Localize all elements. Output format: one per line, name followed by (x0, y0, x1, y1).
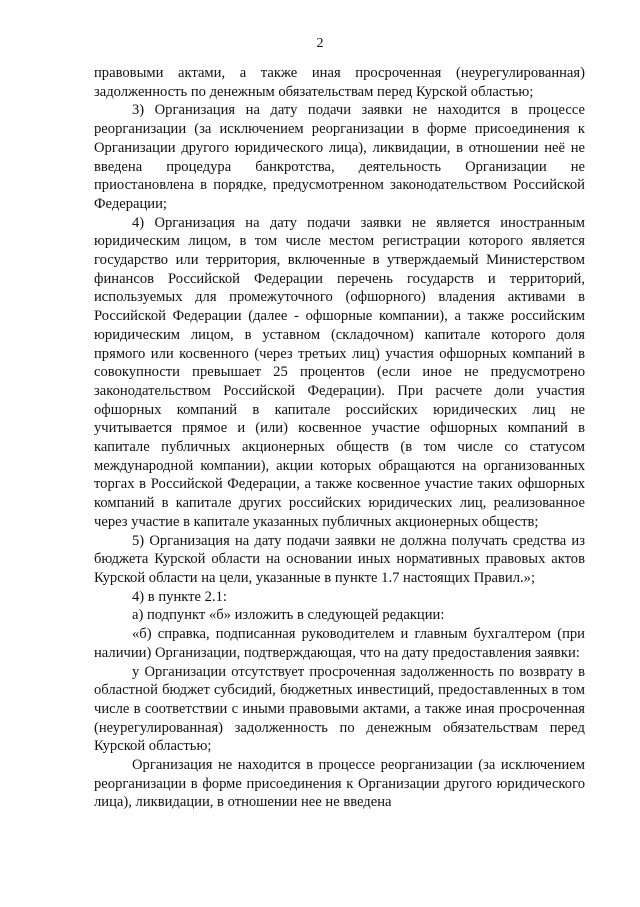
paragraph-item-3: 3) Организация на дату подачи заявки не находится в процессе реорганизации (за исключением реорганизации в форме присоединения к Организации другого юридического лица), ликвидации, в отношении неё не введена процедура банкротства, деятельность Организации не приостановлена в порядке, предусмотренном законодательством Российской Федерации; (94, 102, 585, 212)
document-body (94, 64, 585, 812)
paragraph-point-2-1: 4) в пункте 2.1: (132, 588, 227, 605)
paragraph-continuation: правовыми актами, а также иная просроченная (неурегулированная) задолженность по денежным обязательствам перед Курской областью; (94, 65, 585, 100)
page-number: 2 (316, 36, 324, 51)
paragraph-item-5: 5) Организация на дату подачи заявки не должна получать средства из бюджета Курской области на основании иных нормативных правовых актов Курской области на цели, указанные в пункте 1.7 настоящих Правил.»; (94, 532, 585, 586)
paragraph-debt-condition: у Организации отсутствует просроченная задолженность по возврату в областной бюджет субсидий, бюджетных инвестиций, предоставленных в том числе в соответствии с иными правовыми актами, а также иная просроченная (неурегулированная) задолженность по денежным обязательствам перед Курской областью; (94, 663, 585, 755)
paragraph-item-4: 4) Организация на дату подачи заявки не является иностранным юридическим лицом, в том числе местом регистрации которого является государство или территория, включенные в утверждаемый Министерством финансов Российской Федерации перечень государств и территорий, используемых для промежуточного (офшорного) владения активами в Российской Федерации (далее - офшорные компании), а также российским юридическим лицом, в уставном (складочном) капитале которого доля прямого или косвенного (через третьих лиц) участия офшорных компаний в совокупности превышает 25 процентов (если иное не предусмотрено законодательством Российской Федерации). При расчете доли участия офшорных компаний в капитале российских юридических лиц не учитывается прямое и (или) косвенное участие офшорных компаний в капитале публичных акционерных обществ (в том числе со статусом международной компании), акции которых обращаются на организованных торгах в Российской Федерации, а также косвенное участие таких офшорных компаний в капитале других российских юридических лиц, реализованное через участие в капитале указанных публичных акционерных обществ; (94, 214, 585, 530)
paragraph-subpoint-b: «б) справка, подписанная руководителем и главным бухгалтером (при наличии) Организации, подтверждающая, что на дату предоставления заявки: (94, 626, 585, 661)
paragraph-reorganization-condition: Организация не находится в процессе реорганизации (за исключением реорганизации в форме присоединения к Организации другого юридического лица), ликвидации, в отношении нее не введена (94, 757, 585, 811)
paragraph-subpoint-a: а) подпункт «б» изложить в следующей редакции: (132, 607, 445, 624)
